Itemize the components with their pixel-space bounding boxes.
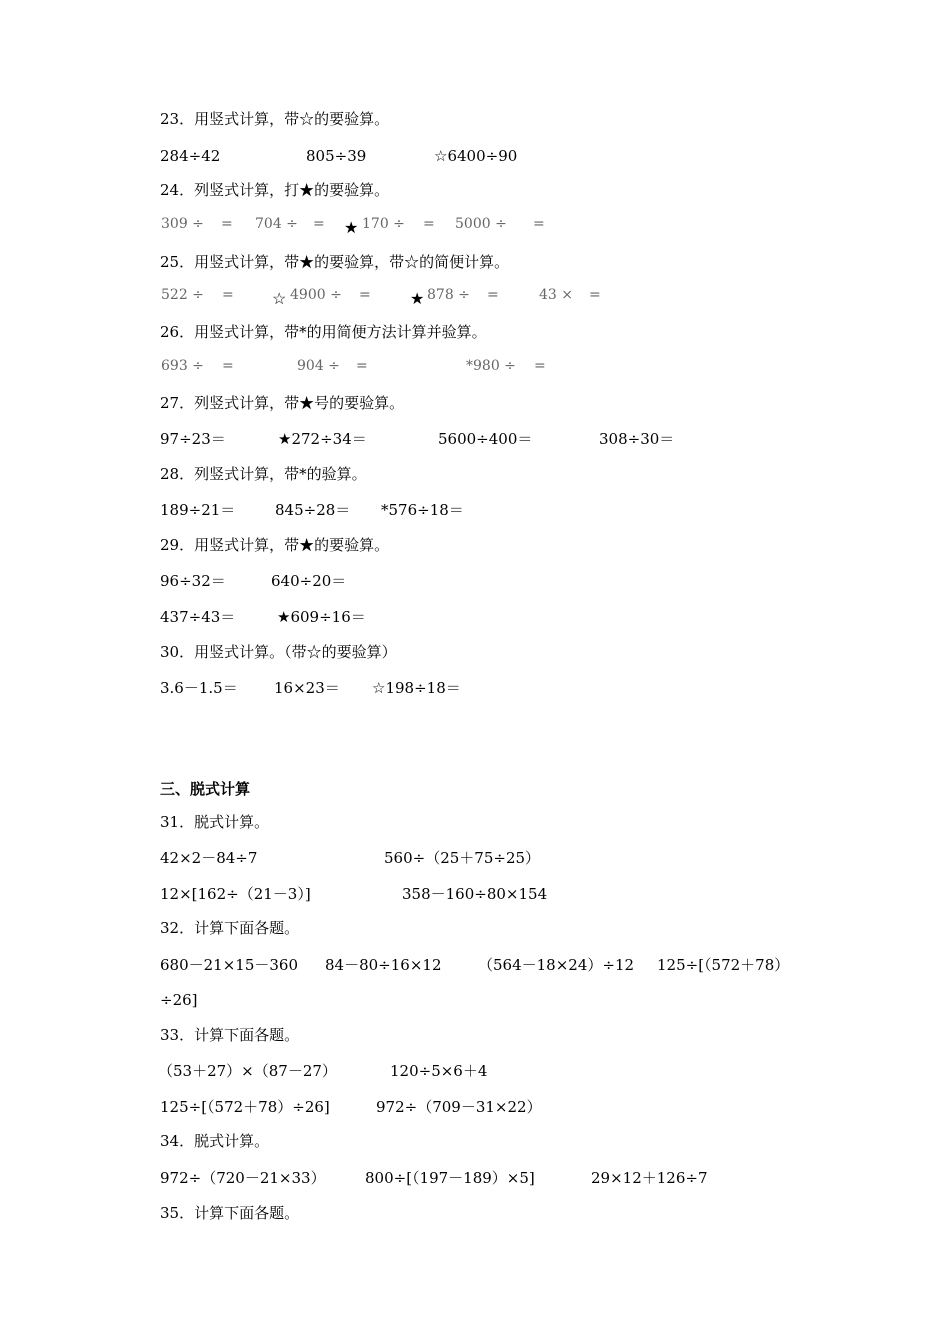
q27-item-1: 97÷23＝ bbox=[160, 430, 226, 448]
q27-item-3: 5600÷400＝ bbox=[438, 430, 533, 448]
q34-item-3: 29×12＋126÷7 bbox=[591, 1169, 708, 1187]
q29-item-4: ★609÷16＝ bbox=[277, 608, 366, 626]
question-26-title: 26．用竖式计算，带*的用简便方法计算并验算。 bbox=[160, 323, 487, 341]
q27-item-4: 308÷30＝ bbox=[599, 430, 675, 448]
question-25-title: 25．用竖式计算，带★的要验算，带☆的简便计算。 bbox=[160, 253, 510, 271]
q24-item-3: 170 ÷ bbox=[362, 216, 405, 232]
q26-equals-3: = bbox=[534, 358, 546, 374]
q24-equals-1: = bbox=[221, 216, 233, 232]
q31-item-3: 12×[162÷（21－3）] bbox=[160, 885, 311, 903]
q29-item-1: 96÷32＝ bbox=[160, 572, 226, 590]
white-star-icon: ☆ bbox=[272, 289, 287, 308]
question-35-title: 35．计算下面各题。 bbox=[160, 1204, 300, 1222]
question-32-title: 32．计算下面各题。 bbox=[160, 919, 300, 937]
q30-item-2: 16×23＝ bbox=[274, 679, 340, 697]
q28-item-2: 845÷28＝ bbox=[275, 501, 351, 519]
q26-equals-1: = bbox=[222, 358, 234, 374]
q25-item-4: 43 × bbox=[539, 287, 573, 303]
q26-item-3: *980 ÷ bbox=[466, 358, 516, 374]
question-27-title: 27．列竖式计算，带★号的要验算。 bbox=[160, 394, 405, 412]
q32-item-1: 680－21×15－360 bbox=[160, 956, 299, 974]
q24-item-2: 704 ÷ bbox=[255, 216, 298, 232]
q33-item-1: （53＋27）×（87－27） bbox=[158, 1062, 337, 1080]
question-28-title: 28．列竖式计算，带*的验算。 bbox=[160, 465, 367, 483]
q29-item-2: 640÷20＝ bbox=[271, 572, 347, 590]
q25-equals-2: = bbox=[359, 287, 371, 303]
q27-item-2: ★272÷34＝ bbox=[278, 430, 367, 448]
q25-item-2: 4900 ÷ bbox=[290, 287, 342, 303]
section-heading: 三、脱式计算 bbox=[160, 780, 251, 798]
q26-equals-2: = bbox=[356, 358, 368, 374]
q32-item-4-continued: ÷26] bbox=[160, 991, 198, 1009]
q23-item-1: 284÷42 bbox=[160, 147, 221, 165]
q32-item-4: 125÷[（572＋78） bbox=[657, 956, 790, 974]
black-star-icon: ★ bbox=[344, 218, 359, 237]
q25-item-3: 878 ÷ bbox=[427, 287, 470, 303]
q31-item-2: 560÷（25＋75÷25） bbox=[384, 849, 541, 867]
q34-item-1: 972÷（720－21×33） bbox=[160, 1169, 326, 1187]
question-23-title: 23．用竖式计算，带☆的要验算。 bbox=[160, 110, 390, 128]
q24-equals-3: = bbox=[423, 216, 435, 232]
q23-item-3: ☆6400÷90 bbox=[434, 147, 518, 165]
question-30-title: 30．用竖式计算。（带☆的要验算） bbox=[160, 643, 397, 661]
question-31-title: 31．脱式计算。 bbox=[160, 813, 270, 831]
q25-item-1: 522 ÷ bbox=[161, 287, 204, 303]
q31-item-1: 42×2－84÷7 bbox=[160, 849, 258, 867]
q24-item-4: 5000 ÷ bbox=[455, 216, 507, 232]
q34-item-2: 800÷[（197－189）×5] bbox=[365, 1169, 535, 1187]
q33-item-4: 972÷（709－31×22） bbox=[376, 1098, 542, 1116]
q26-item-2: 904 ÷ bbox=[297, 358, 340, 374]
black-star-icon: ★ bbox=[410, 289, 425, 308]
q25-equals-3: = bbox=[487, 287, 499, 303]
q24-item-1: 309 ÷ bbox=[161, 216, 204, 232]
q30-item-3: ☆198÷18＝ bbox=[372, 679, 461, 697]
question-24-title: 24．列竖式计算，打★的要验算。 bbox=[160, 181, 390, 199]
q30-item-1: 3.6－1.5＝ bbox=[160, 679, 238, 697]
q26-item-1: 693 ÷ bbox=[161, 358, 204, 374]
q25-equals-1: = bbox=[222, 287, 234, 303]
q32-item-2: 84－80÷16×12 bbox=[325, 956, 442, 974]
q33-item-3: 125÷[（572＋78）÷26] bbox=[160, 1098, 330, 1116]
question-34-title: 34．脱式计算。 bbox=[160, 1132, 270, 1150]
q29-item-3: 437÷43＝ bbox=[160, 608, 236, 626]
q32-item-3: （564－18×24）÷12 bbox=[478, 956, 635, 974]
q24-equals-4: = bbox=[533, 216, 545, 232]
q33-item-2: 120÷5×6＋4 bbox=[390, 1062, 488, 1080]
question-29-title: 29．用竖式计算，带★的要验算。 bbox=[160, 536, 390, 554]
q24-equals-2: = bbox=[313, 216, 325, 232]
q23-item-2: 805÷39 bbox=[306, 147, 367, 165]
q28-item-1: 189÷21＝ bbox=[160, 501, 236, 519]
q31-item-4: 358－160÷80×154 bbox=[402, 885, 548, 903]
question-33-title: 33．计算下面各题。 bbox=[160, 1026, 300, 1044]
q25-equals-4: = bbox=[589, 287, 601, 303]
q28-item-3: *576÷18＝ bbox=[381, 501, 464, 519]
